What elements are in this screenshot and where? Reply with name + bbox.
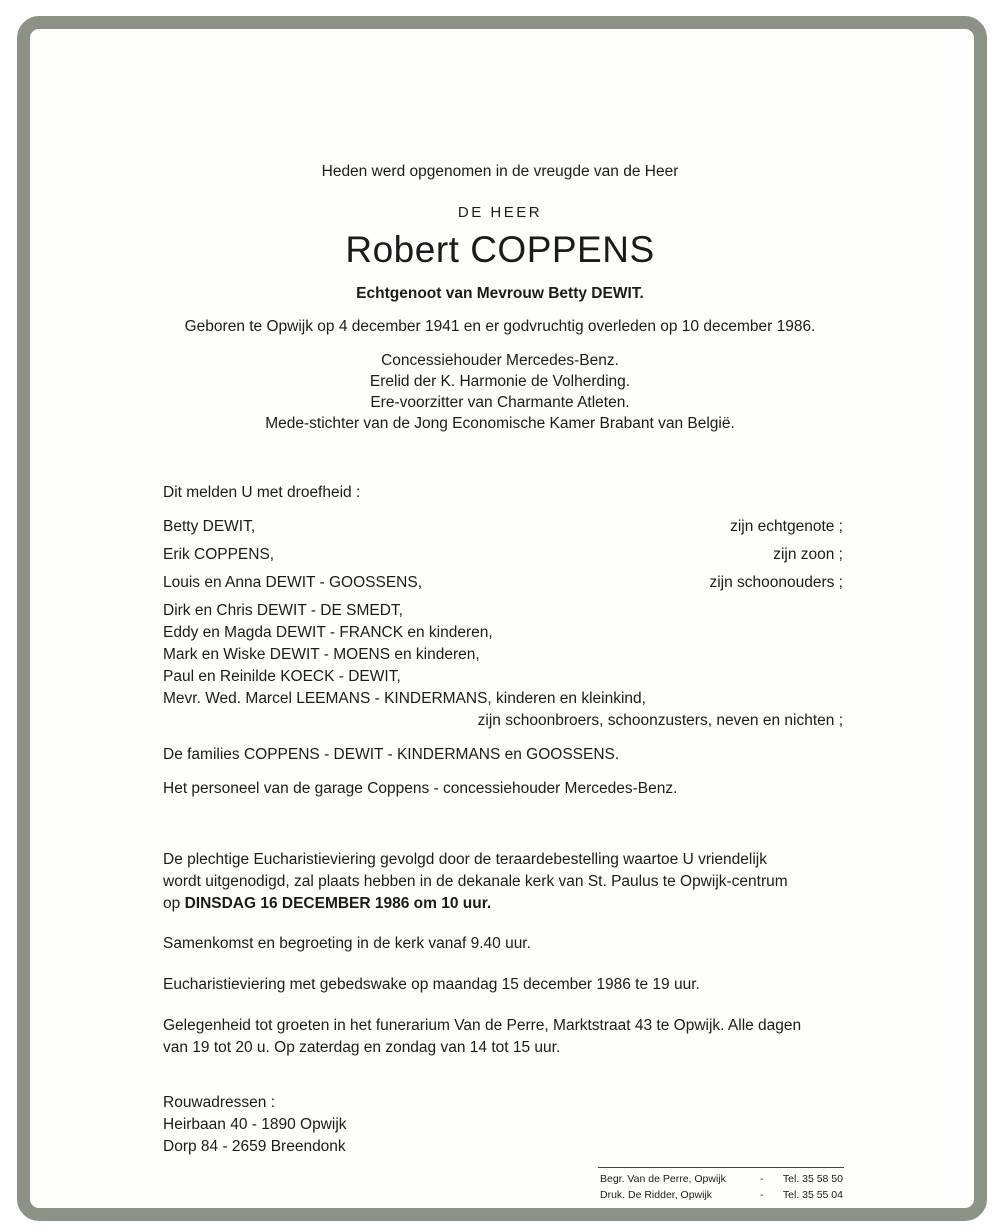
relative-relation: zijn echtgenote ;	[730, 518, 843, 535]
visitation-line: van 19 tot 20 u. Op zaterdag en zondag van 14 tot 15 uur.	[163, 1039, 561, 1056]
in-laws-relation: zijn schoonbroers, schoonzusters, neven en nichten ;	[477, 712, 843, 729]
visitation-line: Gelegenheid tot groeten in het funerarium Van de Perre, Marktstraat 43 te Opwijk. Alle dagen	[163, 1017, 802, 1034]
ceremony-line: De plechtige Eucharistieviering gevolgd door de teraardebestelling waartoe U vriendelijk	[163, 851, 767, 868]
footer-credit: Begr. Van de Perre, Opwijk	[600, 1173, 726, 1185]
honor-line: Erelid der K. Harmonie de Volherding.	[369, 373, 631, 390]
in-law-line: Mark en Wiske DEWIT - MOENS en kinderen,	[163, 646, 480, 663]
footer-separator: -	[760, 1173, 764, 1185]
in-law-line: Dirk en Chris DEWIT - DE SMEDT,	[163, 602, 403, 619]
footer-separator: -	[760, 1189, 764, 1201]
relative-relation: zijn schoonouders ;	[709, 574, 843, 591]
families-line: De families COPPENS - DEWIT - KINDERMANS en GOOSSENS.	[163, 746, 620, 763]
intro-line: Heden werd opgenomen in de vreugde van de Heer	[321, 163, 679, 180]
honor-line: Mede-stichter van de Jong Economische Kamer Brabant van België.	[265, 415, 735, 432]
honor-line: Concessiehouder Mercedes-Benz.	[381, 352, 619, 369]
address-line: Heirbaan 40 - 1890 Opwijk	[163, 1116, 347, 1133]
deceased-name: Robert COPPENS	[345, 229, 655, 270]
footer-rule	[598, 1167, 844, 1168]
ceremony-date-line	[163, 895, 491, 913]
staff-line: Het personeel van de garage Coppens - concessiehouder Mercedes-Benz.	[163, 780, 678, 797]
relative-name: Betty DEWIT,	[163, 518, 256, 535]
in-law-line: Mevr. Wed. Marcel LEEMANS - KINDERMANS, kinderen en kleinkind,	[163, 690, 646, 707]
footer-phone: Tel. 35 55 04	[782, 1189, 843, 1201]
gathering-line: Samenkomst en begroeting in de kerk vanaf 9.40 uur.	[163, 935, 531, 952]
title-prefix: DE HEER	[457, 204, 543, 221]
announcement: Dit melden U met droefheid :	[163, 484, 361, 501]
honor-line: Ere-voorzitter van Charmante Atleten.	[370, 394, 630, 411]
ceremony-line: wordt uitgenodigd, zal plaats hebben in de dekanale kerk van St. Paulus te Opwijk-centrum	[163, 873, 788, 890]
relative-name: Erik COPPENS,	[163, 546, 275, 563]
footer-credit: Druk. De Ridder, Opwijk	[600, 1189, 713, 1201]
footer-phone: Tel. 35 58 50	[782, 1173, 843, 1185]
in-law-line: Paul en Reinilde KOECK - DEWIT,	[163, 668, 401, 685]
relative-relation: zijn zoon ;	[773, 546, 843, 563]
vigil-line: Eucharistieviering met gebedswake op maandag 15 december 1986 te 19 uur.	[163, 976, 700, 993]
address-line: Dorp 84 - 2659 Breendonk	[163, 1138, 346, 1155]
in-law-line: Eddy en Magda DEWIT - FRANCK en kinderen,	[163, 624, 493, 641]
ceremony-prefix: op	[163, 895, 181, 912]
born-died-line: Geboren te Opwijk op 4 december 1941 en er godvruchtig overleden op 10 december 1986.	[184, 318, 816, 335]
ceremony-date: DINSDAG 16 DECEMBER 1986 om 10 uur.	[184, 895, 492, 912]
spouse-line: Echtgenoot van Mevrouw Betty DEWIT.	[356, 285, 644, 302]
addresses-label: Rouwadressen :	[163, 1094, 276, 1111]
relative-name: Louis en Anna DEWIT - GOOSSENS,	[163, 574, 423, 591]
